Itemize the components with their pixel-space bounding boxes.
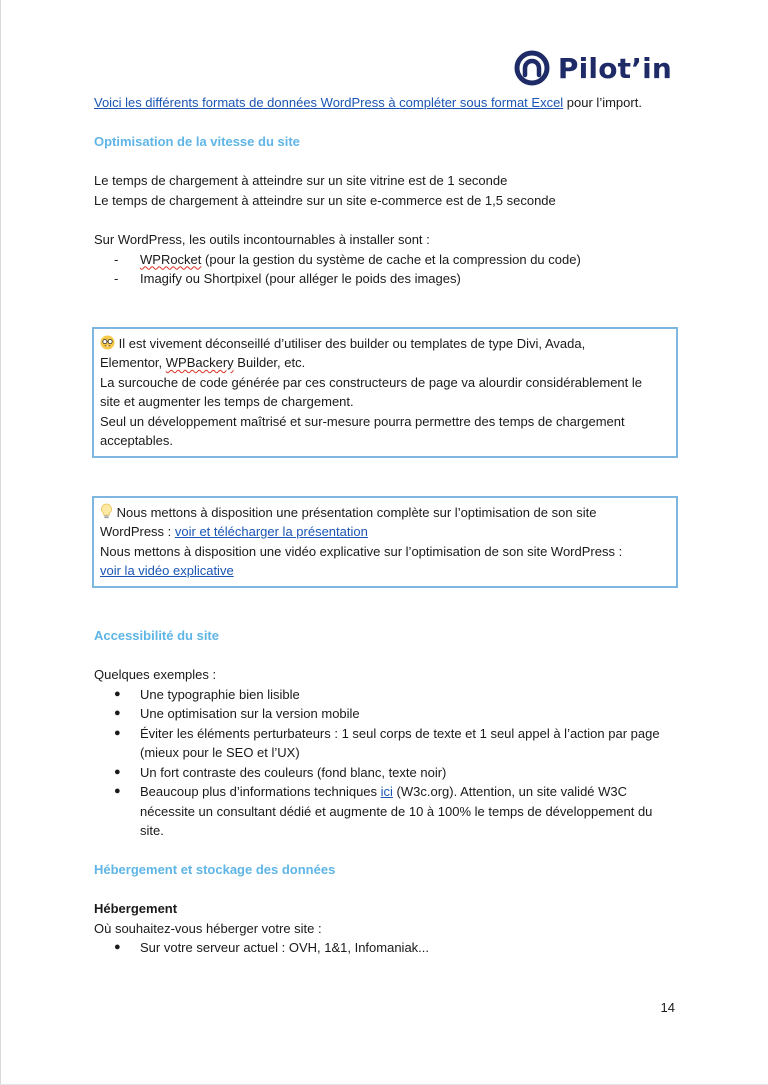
warning-line-4: site et augmenter les temps de chargement. <box>100 394 354 409</box>
list-item <box>94 250 678 270</box>
hosting-list <box>94 938 678 958</box>
w3c-link[interactable]: ici <box>380 784 393 799</box>
tip-text-2: WordPress : <box>100 524 175 539</box>
list-item <box>94 724 678 763</box>
excel-formats-link[interactable]: Voici les différents formats de données WordPress à compléter sous format Excel <box>94 95 564 110</box>
presentation-link[interactable]: voir et télécharger la présentation <box>174 524 368 539</box>
hosting-heading: Hébergement et stockage des données <box>94 861 336 877</box>
page-left-edge <box>0 0 1 1085</box>
hosting-subheading: Hébergement <box>94 901 178 916</box>
pilotin-logo-icon <box>514 50 550 86</box>
list-item <box>94 938 678 958</box>
list-item-text: Une optimisation sur la version mobile <box>140 706 360 721</box>
bullet-marker: ● <box>114 687 121 700</box>
wprocket-desc: (pour la gestion du système de cache et la compression du code) <box>201 251 581 267</box>
warning-box <box>92 327 678 458</box>
list-item-text: Un fort contraste des couleurs (fond blanc, texte noir) <box>140 764 447 780</box>
accessibility-intro: Quelques exemples : <box>94 667 217 682</box>
list-item-text: Beaucoup plus d’informations techniques <box>140 784 381 799</box>
tip-line-1 <box>100 503 670 523</box>
list-item-text: (W3c.org). Attention, un site validé W3C nécessite un consultant dédié et augmente de 10 à 100% le temps de développement du site. <box>140 784 653 838</box>
warning-line-3: La surcouche de code générée par ces constructeurs de page va alourdir considérablement le <box>100 374 643 390</box>
bullet-marker: ● <box>114 707 121 719</box>
list-item-text: Éviter les éléments perturbateurs : 1 seul corps de texte et 1 seul appel à l’action par page (mieux pour le SEO et l’UX) <box>140 725 660 760</box>
bullet-marker: ● <box>114 765 121 778</box>
warning-text-2b: Builder, etc. <box>233 355 306 370</box>
wprocket-name: WPRocket <box>140 251 202 267</box>
brand-logo <box>514 48 672 88</box>
speed-line-2: Le temps de chargement à atteindre sur un site e-commerce est de 1,5 seconde <box>94 192 556 208</box>
list-item <box>94 704 678 724</box>
speed-line-1: Le temps de chargement à atteindre sur un site vitrine est de 1 seconde <box>94 173 508 188</box>
bullet-marker: ● <box>114 726 121 739</box>
imagify-text: Imagify ou Shortpixel (pour alléger le poids des images) <box>140 271 461 286</box>
brand-name: Pilot’in <box>557 51 672 85</box>
nerd-face-emoji-icon <box>100 335 115 350</box>
tip-text-1: Nous mettons à disposition une présentation complète sur l’optimisation de son site <box>113 504 597 520</box>
tip-line-3: Nous mettons à disposition une vidéo explicative sur l’optimisation de son site WordPress : <box>100 543 623 559</box>
tools-list <box>94 250 678 289</box>
tip-box <box>92 496 678 588</box>
dash-marker: - <box>114 251 119 267</box>
intro-rest: pour l’import. <box>563 95 642 110</box>
warning-line-1 <box>100 334 670 354</box>
page-number: 14 <box>660 1000 675 1015</box>
warning-text-1: Il est vivement déconseillé d’utiliser des builder ou templates de type Divi, Avada, <box>115 335 586 351</box>
warning-line-5: Seul un développement maîtrisé et sur-mesure pourra permettre des temps de chargement <box>100 413 625 429</box>
list-item <box>94 685 678 705</box>
intro-paragraph <box>94 93 678 113</box>
video-link[interactable]: voir la vidéo explicative <box>100 563 234 578</box>
tip-line-4 <box>100 561 670 581</box>
list-item-text: Une typographie bien lisible <box>140 686 300 702</box>
list-item <box>94 782 678 841</box>
list-item <box>94 763 678 783</box>
list-item-text: Sur votre serveur actuel : OVH, 1&1, Infomaniak... <box>140 940 430 955</box>
dash-marker: - <box>114 271 119 286</box>
accessibility-list <box>94 685 678 841</box>
warning-line-2 <box>100 353 670 373</box>
lightbulb-emoji-icon <box>100 503 113 519</box>
list-item <box>94 269 678 289</box>
tip-line-2 <box>100 522 670 542</box>
wpbackery-word: WPBackery <box>165 355 234 370</box>
tools-intro: Sur WordPress, les outils incontournables à installer sont : <box>94 232 430 247</box>
hosting-question: Où souhaitez-vous héberger votre site : <box>94 920 322 936</box>
bullet-marker: ● <box>114 785 121 797</box>
warning-text-2a: Elementor, <box>100 355 166 370</box>
document-body <box>94 93 678 958</box>
speed-heading: Optimisation de la vitesse du site <box>94 133 300 149</box>
bullet-marker: ● <box>114 941 121 953</box>
accessibility-heading: Accessibilité du site <box>94 627 219 643</box>
warning-line-6: acceptables. <box>100 433 173 448</box>
